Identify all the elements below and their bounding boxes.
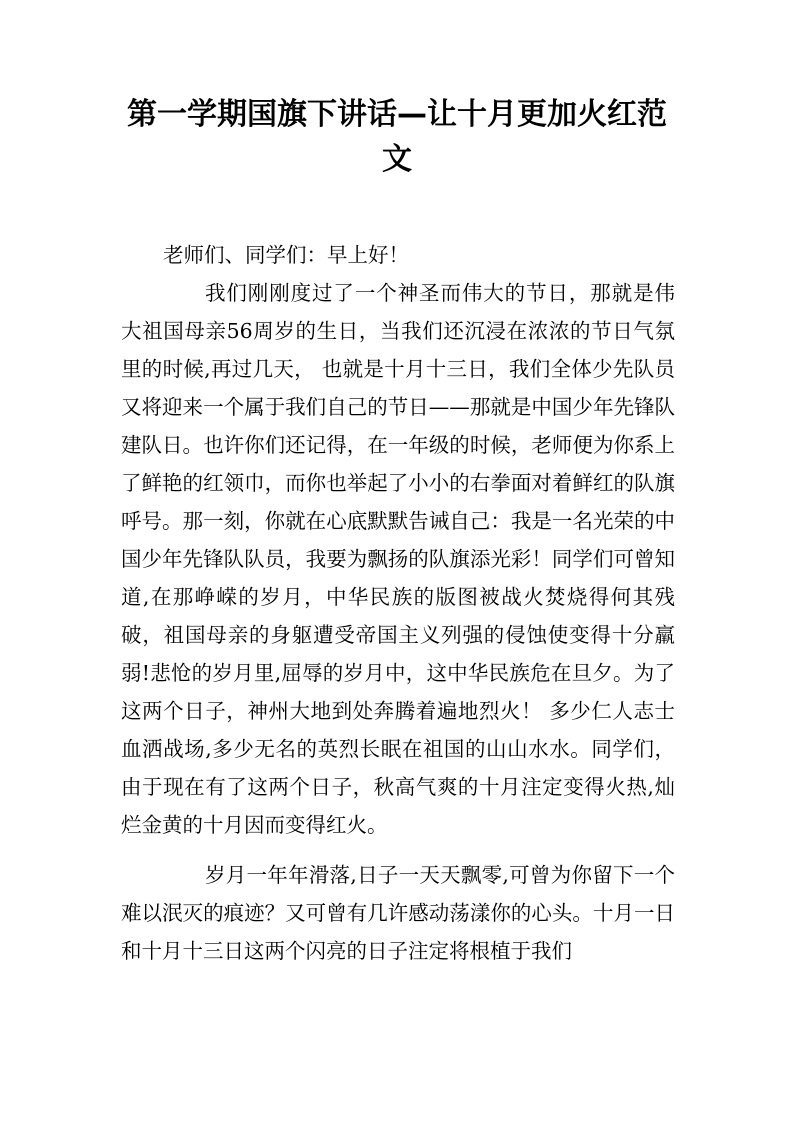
greeting-line: 老师们、同学们：早上好！ [163, 243, 409, 267]
document-body [121, 236, 675, 970]
document-title: 第一学期国旗下讲话—让十月更加火红范文 [127, 97, 667, 177]
paragraph: 岁月一年年滑落,日子一天天飘零,可曾为你留下一个难以泯灭的痕迹？又可曾有几许感动荡漾你的心头。十月一日和十月十三日这两个闪亮的日子注定将根植于我们 [121, 863, 675, 963]
paragraph: 我们刚刚度过了一个神圣而伟大的节日，那就是伟大祖国母亲56周岁的生日，当我们还沉浸在浓浓的节日气氛里的时候,再过几天， 也就是十月十三日，我们全体少先队员又将迎来一个属于我们自己的节日——那就是中国少年先锋队建队日。也许你们还记得，在一年级的时候，老师便为你系上了鲜艳的红领巾，而你也举起了小小的右拳面对着鲜红的队旗呼号。那一刻，你就在心底默默告诫自己：我是一名光荣的中国少年先锋队队员，我要为飘扬的队旗添光彩！同学们可曾知道,在那峥嵘的岁月，中华民族的版图被战火焚烧得何其残破，祖国母亲的身躯遭受帝国主义列强的侵蚀使变得十分羸弱!悲怆的岁月里,屈辱的岁月中，这中华民族危在旦夕。为了这两个日子，神州大地到处奔腾着遍地烈火！ 多少仁人志士血洒战场,多少无名的英烈长眠在祖国的山山水水。同学们，由于现在有了这两个日子，秋高气爽的十月注定变得火热,灿烂金黄的十月因而变得红火。 [121, 281, 675, 837]
